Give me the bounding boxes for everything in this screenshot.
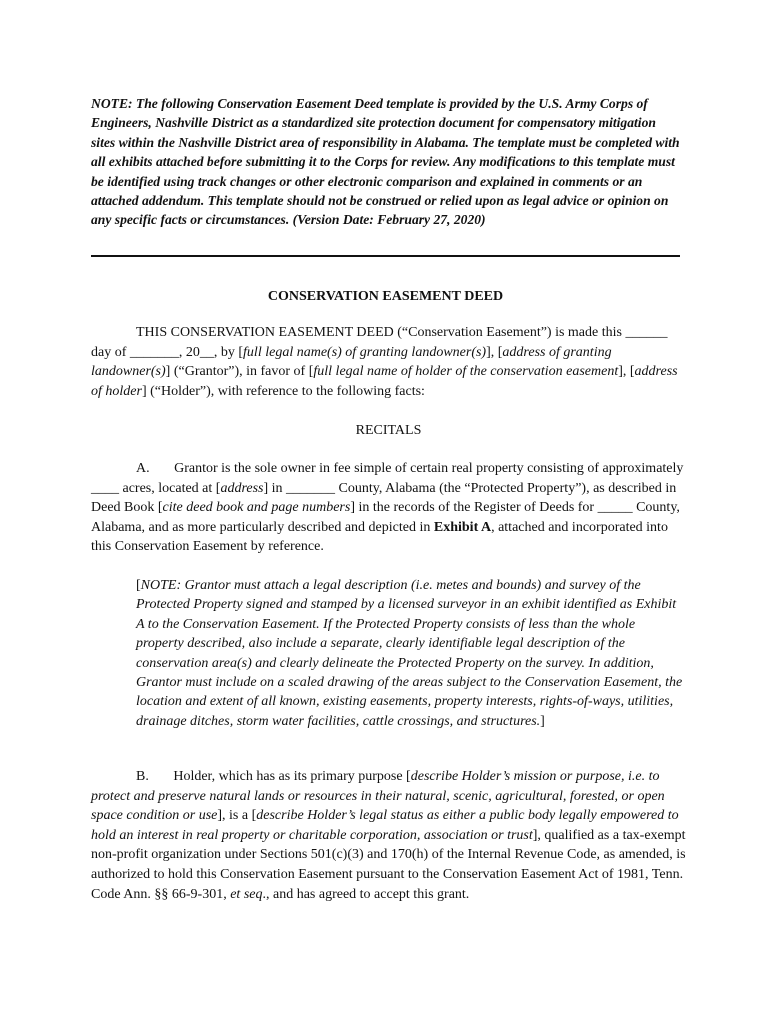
intro-paragraph: [91, 323, 686, 401]
recital-b-text-3: ], qualified as a tax-exempt non-profit organization under Sections 501(c)(3) and 170(h) of the Internal Revenue Code, as amended, is authorized to hold this Conservation Easement pursuant to the Conservation Easement Act of 1981, Tenn. Code Ann. §§ 66-9-301,: [91, 827, 690, 902]
note-open-bracket: [: [136, 578, 141, 593]
recital-a-text-3: ] in the records of the Register of Deeds for _____ County, Alabama, and as more particularly described and depicted in: [91, 500, 683, 535]
recital-a-note: [136, 576, 684, 731]
document-title: CONSERVATION EASEMENT DEED: [267, 289, 504, 304]
intro-italic-3: full legal name of holder of the conservation easement: [313, 364, 619, 380]
recital-b-italic-2: describe Holder’s legal status as either a public body legally empowered to hold an interest in real property or charitable corporation, association or trust: [91, 808, 683, 843]
intro-text-1: THIS CONSERVATION EASEMENT DEED (“Conservation Easement”) is made this ______ day of _______, 20__, by [: [91, 325, 668, 360]
recital-a-text-4: , attached and incorporated into this Conservation Easement by reference.: [91, 519, 672, 555]
template-note: NOTE: The following Conservation Easement Deed template is provided by the U.S. Army Corps of Engineers, Nashville District as a standardized site protection document for compensatory mitigation sites within the Nashville District area of responsibility in Alabama. The template must be completed with all exhibits attached before submitting it to the Corps for review. Any modifications to this template must be identified using track changes or other electronic comparison and explained in comments or an attached addendum. This template should not be construed or relied upon as legal advice or opinion on any specific facts or circumstances. (Version Date: February 27, 2020): [91, 96, 680, 228]
intro-italic-1: full legal name(s) of granting landowner(s): [243, 344, 487, 360]
horizontal-rule: [91, 255, 680, 257]
recital-b-italic-1: describe Holder’s mission or purpose, i.e. to protect and preserve natural lands or resources in their natural, scenic, agricultural, forested, or open space condition or use: [91, 769, 669, 824]
intro-text-4: ], [: [618, 364, 635, 380]
recital-a-italic-1: address: [220, 480, 264, 496]
recital-a-text-2: ] in _______ County, Alabama (the “Protected Property”), as described in Deed Book [: [91, 480, 680, 516]
recitals-heading: RECITALS: [355, 423, 422, 438]
recital-a-note-text: NOTE: Grantor must attach a legal description (i.e. metes and bounds) and survey of the Protected Property signed and stamped by a licensed surveyor in an exhibit identified as Exhibit A to the Conservation Easement. If the Protected Property consists of less than the whole property described, also include a separate, clearly identifiable legal description of the conservation area(s) and clearly delineate the Protected Property on the survey. In addition, Grantor must include on a scaled drawing of the areas subject to the Conservation Easement, the location and extent of all known, existing easements, property interests, rights-of-ways, utilities, drainage ditches, storm water facilities, cattle crossings, and structures.: [136, 578, 683, 729]
intro-italic-2: address of granting landowner(s): [91, 344, 612, 380]
recital-a: [91, 459, 686, 557]
recital-b: [91, 767, 690, 904]
intro-italic-4: address of holder: [91, 364, 678, 399]
intro-text-2: ], [: [486, 344, 503, 360]
exhibit-a-reference: Exhibit A: [433, 519, 492, 535]
recital-b-text-4: ., and has agreed to accept this grant.: [262, 886, 470, 902]
recital-a-italic-2: cite deed book and page numbers: [162, 500, 351, 516]
recital-b-italic-3: et seq: [230, 886, 263, 902]
recital-b-text-2: ], is a [: [217, 808, 257, 824]
intro-text-5: ] (“Holder”), with reference to the following facts:: [141, 383, 425, 399]
recital-b-text-1: B. Holder, which has as its primary purpose [: [136, 769, 411, 784]
recital-a-text-1: A. Grantor is the sole owner in fee simple of certain real property consisting of approximately ____ acres, located at [: [91, 461, 687, 496]
note-close-bracket: ]: [540, 713, 545, 729]
intro-text-3: ] (“Grantor”), in favor of [: [165, 364, 314, 380]
